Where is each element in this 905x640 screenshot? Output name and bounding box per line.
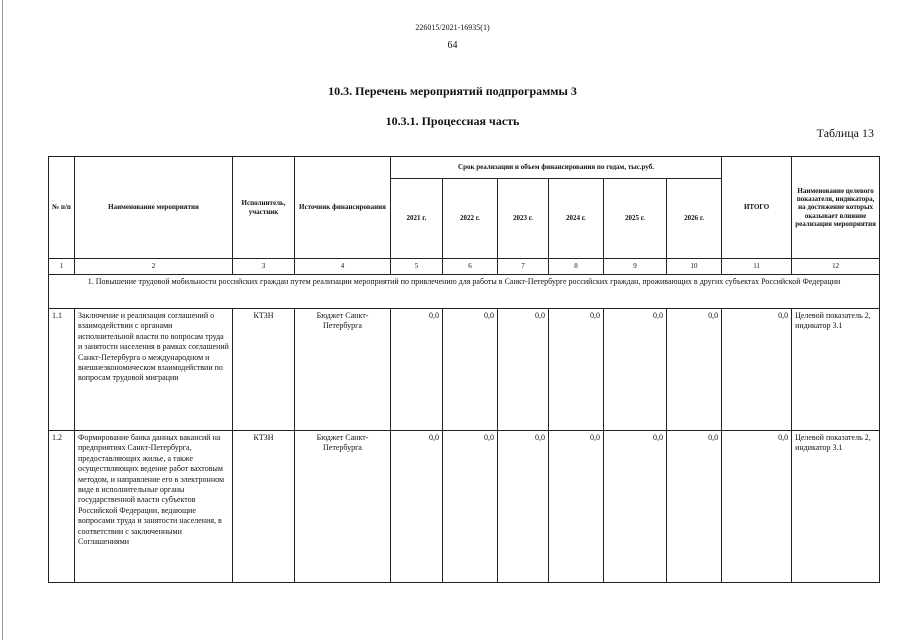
value-cell: 0,0 xyxy=(604,431,667,583)
header-year: 2024 г. xyxy=(549,179,604,259)
section-title: 10.3. Перечень мероприятий подпрограммы 3 xyxy=(328,84,577,98)
value-cell: 0,0 xyxy=(604,309,667,431)
total-cell: 0,0 xyxy=(722,431,792,583)
source-cell: Бюджет Санкт-Петербурга xyxy=(295,431,391,583)
row-number: 1.2 xyxy=(49,431,75,583)
page-number: 64 xyxy=(447,40,458,51)
column-number: 2 xyxy=(75,259,233,275)
value-cell: 0,0 xyxy=(391,309,443,431)
row-number: 1.1 xyxy=(49,309,75,431)
value-cell: 0,0 xyxy=(498,431,549,583)
value-cell: 0,0 xyxy=(667,309,722,431)
document-id: 226015/2021-16935(1) xyxy=(415,23,490,32)
table-label: Таблица 13 xyxy=(816,126,874,140)
value-cell: 0,0 xyxy=(498,309,549,431)
header-executor: Исполнитель, участник xyxy=(233,157,295,259)
section-row xyxy=(49,275,880,309)
indicator-cell: Целевой показатель 2, индикатор 3.1 xyxy=(792,309,880,431)
column-number: 10 xyxy=(667,259,722,275)
source-cell: Бюджет Санкт-Петербурга xyxy=(295,309,391,431)
column-number: 3 xyxy=(233,259,295,275)
header-year: 2025 г. xyxy=(604,179,667,259)
executor-cell: КТЗН xyxy=(233,309,295,431)
value-cell: 0,0 xyxy=(549,431,604,583)
section-heading: 1. Повышение трудовой мобильности российских граждан путем реализации мероприятий по привлечению для работы в Санкт-Петербурге российских граждан, проживающих в других субъектах Российской Федерации xyxy=(49,275,880,309)
indicator-cell: Целевой показатель 2, индикатор 3.1 xyxy=(792,431,880,583)
column-number: 1 xyxy=(49,259,75,275)
header-indicator: Наименование целевого показателя, индикатора, на достижение которых оказывает влияние реализация мероприятия xyxy=(792,157,880,259)
column-number: 4 xyxy=(295,259,391,275)
header-num: № п/п xyxy=(49,157,75,259)
column-number: 11 xyxy=(722,259,792,275)
column-number: 6 xyxy=(443,259,498,275)
header-row-top xyxy=(49,157,880,179)
header-name: Наименование мероприятия xyxy=(75,157,233,259)
table-row xyxy=(49,431,880,583)
activity-name: Формирование банка данных вакансий на предприятиях Санкт-Петербурга, предоставляющих жилье, а также осуществляющих ведение работ вахтовым методом, и направление его в электронном виде в исполнительные органы государственной власти субъектов Российской Федерации, ведающие вопросами труда и занятости населения, в соответствии с заключенными Соглашениями xyxy=(75,431,233,583)
column-number: 8 xyxy=(549,259,604,275)
header-total: ИТОГО xyxy=(722,157,792,259)
value-cell: 0,0 xyxy=(549,309,604,431)
header-source: Источник финансирования xyxy=(295,157,391,259)
header-year: 2023 г. xyxy=(498,179,549,259)
total-cell: 0,0 xyxy=(722,309,792,431)
subsection-title: 10.3.1. Процессная часть xyxy=(385,114,520,128)
value-cell: 0,0 xyxy=(391,431,443,583)
column-number-row xyxy=(49,259,880,275)
value-cell: 0,0 xyxy=(443,431,498,583)
header-year: 2021 г. xyxy=(391,179,443,259)
column-number: 7 xyxy=(498,259,549,275)
activities-table xyxy=(48,156,880,583)
activity-name: Заключение и реализация соглашений о взаимодействии с органами исполнительной власти по вопросам труда и занятости населения в рамках соглашений Санкт-Петербурга о международном и внешнеэкономическом взаимодействии по вопросам трудовой миграции xyxy=(75,309,233,431)
column-number: 9 xyxy=(604,259,667,275)
executor-cell: КТЗН xyxy=(233,431,295,583)
column-number: 12 xyxy=(792,259,880,275)
header-period-group: Срок реализации и объем финансирования по годам, тыс.руб. xyxy=(391,157,722,179)
value-cell: 0,0 xyxy=(667,431,722,583)
table-row xyxy=(49,309,880,431)
header-year: 2022 г. xyxy=(443,179,498,259)
value-cell: 0,0 xyxy=(443,309,498,431)
header-year: 2026 г. xyxy=(667,179,722,259)
column-number: 5 xyxy=(391,259,443,275)
